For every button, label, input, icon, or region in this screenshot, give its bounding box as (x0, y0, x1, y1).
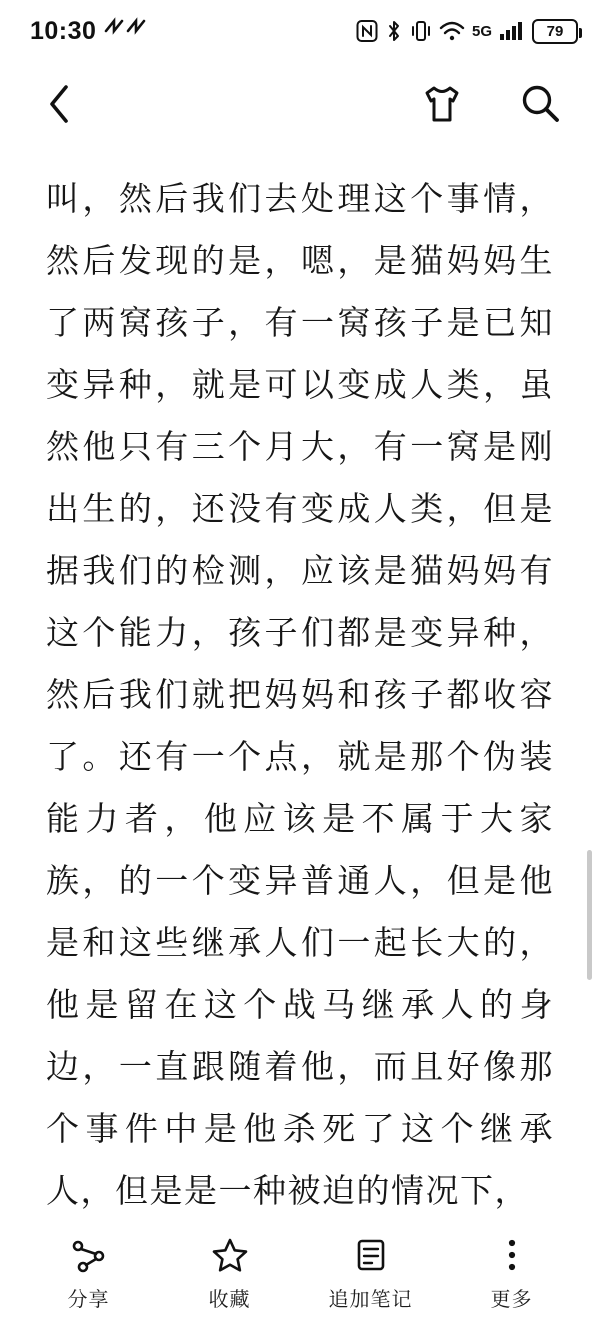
share-button[interactable] (29, 1235, 149, 1312)
wave-glyph-svg (104, 17, 148, 39)
more-dots-icon (493, 1235, 531, 1275)
status-bar (0, 0, 600, 62)
more-label: 更多 (490, 1286, 533, 1311)
status-time: 10:30 (30, 16, 97, 45)
article-body-text: 叫，然后我们去处理这个事情，然后发现的是，嗯，是猫妈妈生了两窝孩子，有一窝孩子是已知变异种，就是可以变成人类，虽然他只有三个月大，有一窝是刚出生的，还没有变成人类，但是据我们的检测，应该是猫妈妈有这个能力，孩子们都是变异种，然后我们就把妈妈和孩子都收容了。还有一个点，就是那个伪装能力者，他应该是不属于大家族，的一个变异普通人，但是他是和这些继承人们一起长大的，他是留在这个战马继承人的身边，一直跟随着他，而且好像那个事件中是他杀死了这个继承人，但是是一种被迫的情况下， (46, 179, 554, 1210)
search-icon (518, 82, 562, 131)
status-bar-left (30, 17, 148, 46)
nfc-icon (356, 19, 378, 43)
star-icon (211, 1235, 249, 1275)
vibrate-icon (410, 19, 432, 43)
share-icon (70, 1235, 108, 1275)
wifi-icon (439, 19, 465, 43)
vertical-scrollbar[interactable] (587, 850, 592, 980)
t-shirt-icon (419, 82, 465, 131)
share-label: 分享 (67, 1286, 110, 1311)
back-button[interactable] (34, 80, 86, 132)
favorite-button[interactable] (170, 1235, 290, 1312)
network-type-label: 5G (471, 22, 492, 40)
favorite-label: 收藏 (208, 1286, 251, 1311)
battery-indicator (532, 19, 578, 44)
note-icon (352, 1235, 390, 1275)
status-bar-right (356, 19, 578, 44)
nav-actions (416, 80, 566, 132)
battery-level-label: 79 (546, 22, 564, 40)
t-shirt-button[interactable] (416, 80, 468, 132)
bottom-toolbar (0, 1224, 600, 1332)
bluetooth-icon (385, 19, 403, 43)
cellular-signal-icon (499, 19, 525, 43)
back-chevron-icon (43, 82, 77, 131)
more-button[interactable] (452, 1235, 572, 1312)
search-button[interactable] (514, 80, 566, 132)
navigation-bar (0, 62, 600, 150)
reader-content-area[interactable] (0, 150, 600, 1224)
wave-icon (104, 17, 148, 45)
add-note-label: 追加笔记 (328, 1286, 413, 1311)
add-note-button[interactable] (311, 1235, 431, 1312)
